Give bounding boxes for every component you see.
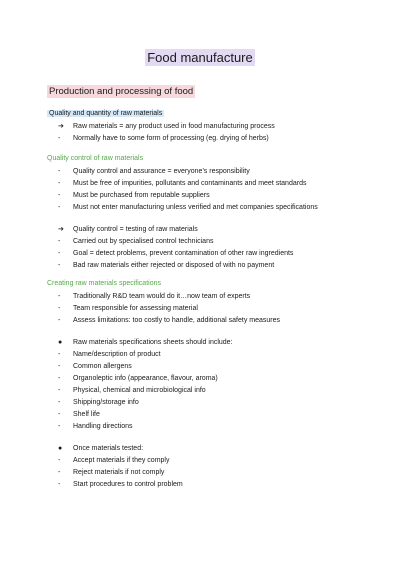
list-item: - Handling directions: [47, 421, 280, 433]
section-heading: Creating raw materials specifications: [47, 280, 161, 287]
list-item: - Carried out by specialised control technicians: [47, 236, 318, 248]
list-item: - Bad raw materials either rejected or disposed of with no payment: [47, 260, 318, 272]
arrow-icon: ➔: [58, 123, 64, 130]
bullet-dot-icon: ●: [58, 339, 63, 346]
list-item: - Reject materials if not comply: [47, 467, 280, 479]
list-item: ● Once materials tested:: [47, 443, 280, 455]
dash-marker: -: [58, 168, 61, 175]
dash-marker: -: [58, 457, 61, 464]
list-item: - Start procedures to control problem: [47, 479, 280, 491]
list-item: - Shelf life: [47, 409, 280, 421]
list-item: - Quality control and assurance = everyone’s responsibility: [47, 166, 318, 178]
list-item: - Accept materials if they comply: [47, 455, 280, 467]
dash-marker: -: [58, 423, 61, 430]
dash-marker: -: [58, 204, 61, 211]
page-title: Food manufacture: [147, 50, 253, 65]
list-item: - Shipping/storage info: [47, 397, 280, 409]
dash-marker: -: [58, 305, 61, 312]
dash-marker: -: [58, 363, 61, 370]
list-item: - Assess limitations: too costly to handle, additional safety measures: [47, 315, 280, 327]
dash-marker: -: [58, 250, 61, 257]
dash-marker: -: [58, 135, 61, 142]
section-quality-control: [47, 155, 318, 272]
dash-marker: -: [58, 317, 61, 324]
list-item: ➔ Raw materials = any product used in food manufacturing process: [47, 121, 275, 133]
dash-marker: -: [58, 293, 61, 300]
arrow-icon: ➔: [58, 226, 64, 233]
dash-marker: -: [58, 387, 61, 394]
section-heading: Quality and quantity of raw materials: [49, 110, 163, 117]
dash-marker: -: [58, 180, 61, 187]
list-item: - Must be free of impurities, pollutants and contaminants and meet standards: [47, 178, 318, 190]
bullet-list: [47, 291, 280, 491]
section-specifications: [47, 280, 280, 491]
section-heading: Quality control of raw materials: [47, 155, 144, 162]
bullet-list: [47, 121, 275, 145]
dash-marker: -: [58, 411, 61, 418]
list-item: - Common allergens: [47, 361, 280, 373]
dash-marker: -: [58, 399, 61, 406]
list-item: - Organoleptic info (appearance, flavour, aroma): [47, 373, 280, 385]
list-item: ➔ Quality control = testing of raw materials: [47, 224, 318, 236]
dash-marker: -: [58, 375, 61, 382]
bullet-dot-icon: ●: [58, 445, 63, 452]
list-item: - Goal = detect problems, prevent contamination of other raw ingredients: [47, 248, 318, 260]
list-item: - Normally have to some form of processing (eg. drying of herbs): [47, 133, 275, 145]
list-item: ● Raw materials specifications sheets should include:: [47, 337, 280, 349]
list-item: - Must be purchased from reputable suppliers: [47, 190, 318, 202]
list-item: - Physical, chemical and microbiological info: [47, 385, 280, 397]
list-item: - Traditionally R&D team would do it…now team of experts: [47, 291, 280, 303]
dash-marker: -: [58, 469, 61, 476]
dash-marker: -: [58, 262, 61, 269]
dash-marker: -: [58, 192, 61, 199]
list-item: - Must not enter manufacturing unless verified and met companies specifications: [47, 202, 318, 214]
section-raw-materials: [47, 110, 275, 145]
dash-marker: -: [58, 238, 61, 245]
list-item: - Name/description of product: [47, 349, 280, 361]
list-item: - Team responsible for assessing material: [47, 303, 280, 315]
dash-marker: -: [58, 351, 61, 358]
bullet-list: [47, 166, 318, 272]
dash-marker: -: [58, 481, 61, 488]
main-heading: Production and processing of food: [49, 86, 194, 97]
